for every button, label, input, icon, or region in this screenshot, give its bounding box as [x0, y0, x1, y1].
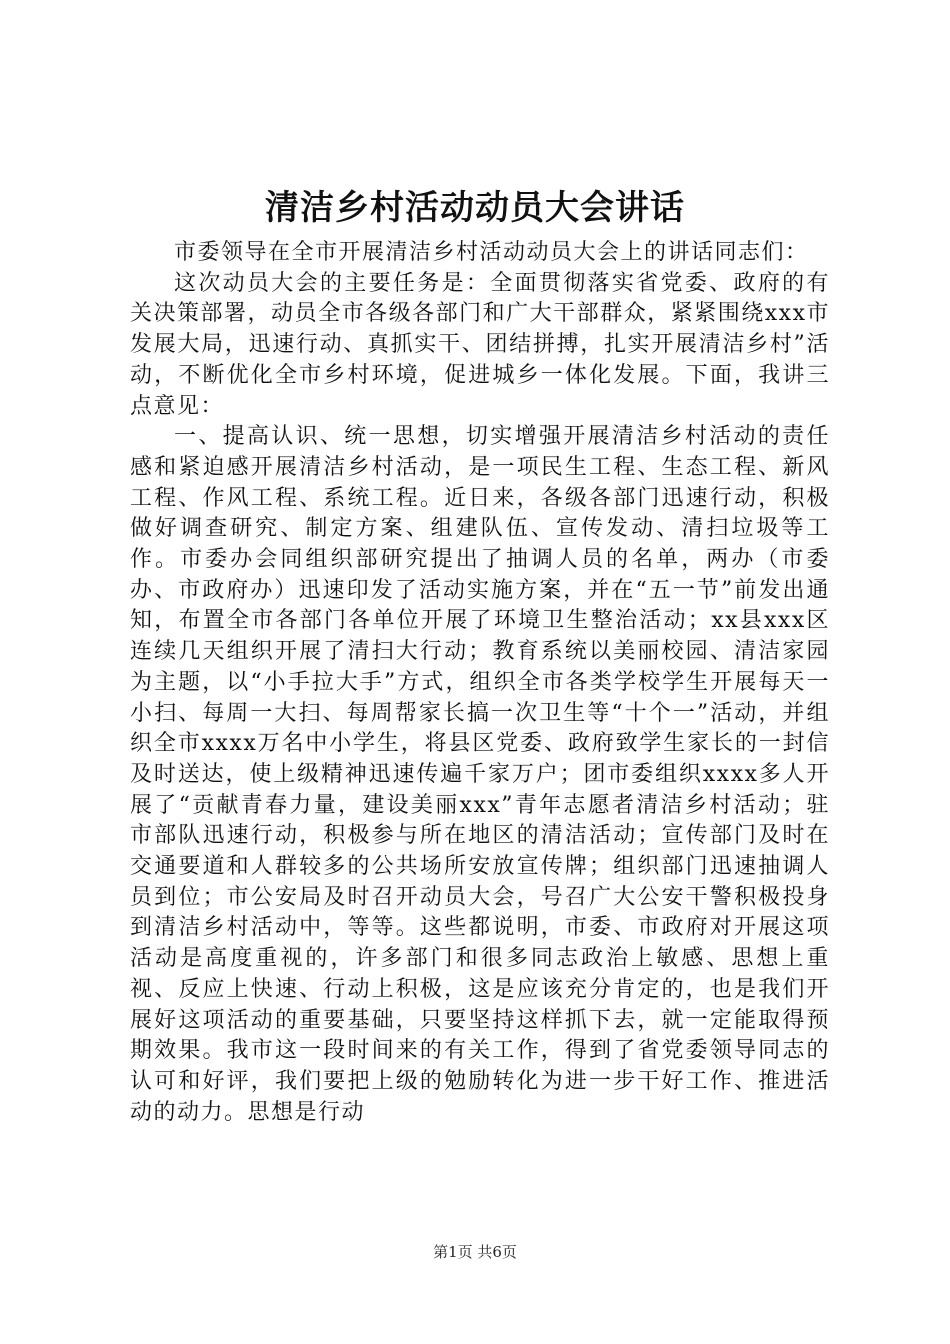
page-number-footer: 第1页 共6页 [433, 1243, 517, 1261]
document-title: 清洁乡村活动动员大会讲话 [265, 188, 685, 228]
document-body [130, 238, 830, 1128]
paragraph-salutation: 市委领导在全市开展清洁乡村活动动员大会上的讲话同志们： [174, 240, 809, 265]
paragraph-section-one: 一、提高认识、统一思想，切实增强开展清洁乡村活动的责任感和紧迫感开展清洁乡村活动，是一项民生工程、生态工程、新风工程、作风工程、系统工程。近日来，各级各部门迅速行动，积极做好调查研究、制定方案、组建队伍、宣传发动、清扫垃圾等工作。市委办会同组织部研究提出了抽调人员的名单，两办（市委办、市政府办）迅速印发了活动实施方案，并在“五一节”前发出通知，布置全市各部门各单位开展了环境卫生整治活动；xx县xxx区连续几天组织开展了清扫大行动；教育系统以美丽校园、清洁家园为主题，以“小手拉大手”方式，组织全市各类学校学生开展每天一小扫、每周一大扫、每周帮家长搞一次卫生等“十个一”活动，并组织全市xxxx万名中小学生，将县区党委、政府致学生家长的一封信及时送达，使上级精神迅速传遍千家万户；团市委组织xxxx多人开展了“贡献青春力量，建设美丽xxx”青年志愿者清洁乡村活动；驻市部队迅速行动，积极参与所在地区的清洁活动；宣传部门及时在交通要道和人群较多的公共场所安放宣传牌；组织部门迅速抽调人员到位；市公安局及时召开动员大会，号召广大公安干警积极投身到清洁乡村活动中，等等。这些都说明，市委、市政府对开展这项活动是高度重视的，许多部门和很多同志政治上敏感、思想上重视、反应上快速、行动上积极，这是应该充分肯定的，也是我们开展好这项活动的重要基础，只要坚持这样抓下去，就一定能取得预期效果。我市这一段时间来的有关工作，得到了省党委领导同志的认可和好评，我们要把上级的勉励转化为进一步干好工作、推进活动的动力。思想是行动 [130, 424, 830, 1125]
paragraph-intro: 这次动员大会的主要任务是：全面贯彻落实省党委、政府的有关决策部署，动员全市各级各部门和广大干部群众，紧紧围绕xxx市发展大局，迅速行动、真抓实干、团结拼搏，扎实开展清洁乡村”活动，不断优化全市乡村环境，促进城乡一体化发展。下面，我讲三点意见： [130, 270, 830, 419]
